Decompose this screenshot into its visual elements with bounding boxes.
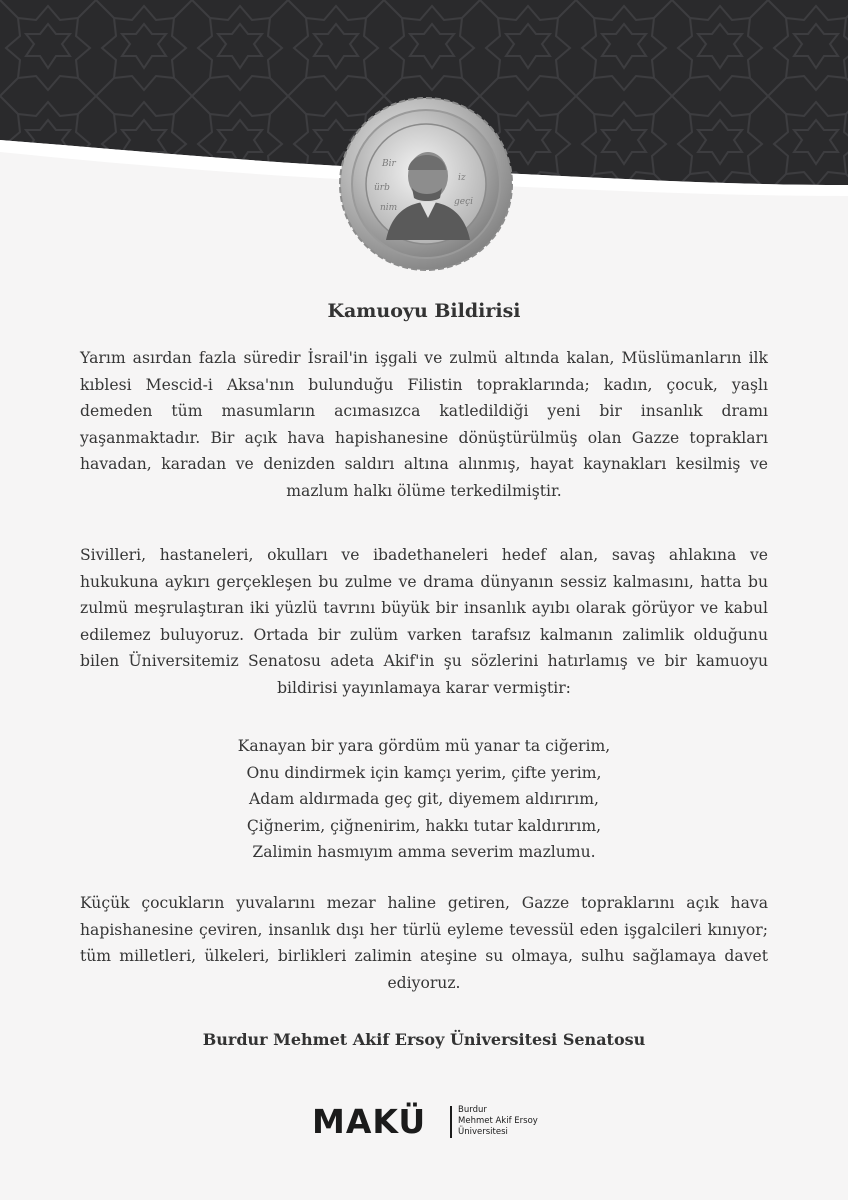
portrait-medal-seal <box>336 94 516 274</box>
logo-wordmark <box>458 1105 578 1138</box>
poem-line-2: Onu dindirmek için kamçı yerim, çifte yerim, <box>246 763 602 782</box>
signature-line: Burdur Mehmet Akif Ersoy Üniversitesi Senatosu <box>202 1030 646 1049</box>
document-title: Kamuoyu Bildirisi <box>327 300 521 322</box>
medal-word-2: ürb <box>374 183 390 193</box>
medal-word-4: geçi <box>454 197 474 207</box>
paragraph-3: Küçük çocukların yuvalarını mezar haline getiren, Gazze topraklarını açık hava hapishanesine çeviren, insanlık dışı her türlü eyleme tevessül eden işgalcileri kınıyor; tüm milletleri, ülkeleri, birlikleri zalimin ateşine su olmaya, sulhu sağlamaya davet ediyoruz. <box>80 894 768 992</box>
poem-block <box>0 733 848 866</box>
paragraph-2: Sivilleri, hastaneleri, okulları ve ibadethaneleri hedef alan, savaş ahlakına ve hukukuna aykırı gerçekleşen bu zulme ve drama dünyanın sessiz kalmasını, hatta bu zulmü meşrulaştıran iki yüzlü tavrını büyük bir insanlık ayıbı olarak görüyor ve kabul edilemez buluyoruz. Ortada bir zulüm varken tarafsız kalmanın zalimlik olduğunu bilen Üniversitemiz Senatosu adeta Akif'in şu sözlerini hatırlamış ve bir kamuoyu bildirisi yayınlamaya karar vermiştir: <box>80 546 768 697</box>
poem-line-4: Çiğnerim, çiğnenirim, hakkı tutar kaldırırım, <box>246 816 602 835</box>
poem-line-1: Kanayan bir yara gördüm mü yanar ta ciğerim, <box>237 737 611 755</box>
medal-word-3: nim <box>380 203 398 213</box>
medal-word-1: Bir <box>382 159 396 169</box>
paragraph-1: Yarım asırdan fazla süredir İsrail'in işgali ve zulmü altında kalan, Müslümanların ilk kıblesi Mescid-i Aksa'nın bulunduğu Filistin topraklarında; kadın, çocuk, yaşlı demeden tüm masumların acımasızca katledildiği yeni bir insanlık dramı yaşanmaktadır. Bir açık hava hapishanesine dönüştürülmüş olan Gazze toprakları havadan, karadan ve denizden saldırı altına alınmış, hayat kaynakları kesilmiş ve mazlum halkı ölüme terkedilmiştir. <box>80 349 768 500</box>
medal-word-5: iz <box>458 173 466 183</box>
logo-line-1: Burdur <box>458 1105 487 1115</box>
poem-line-3: Adam aldırmada geç git, diyemem aldırırım, <box>248 790 599 808</box>
logo-line-3: Üniversitesi <box>458 1127 508 1137</box>
poem-line-5: Zalimin hasmıyım amma severim mazlumu. <box>252 843 596 861</box>
logo-mark: MAKÜ <box>312 1102 427 1141</box>
logo-divider <box>450 1106 452 1138</box>
logo-line-2: Mehmet Akif Ersoy <box>458 1116 538 1126</box>
